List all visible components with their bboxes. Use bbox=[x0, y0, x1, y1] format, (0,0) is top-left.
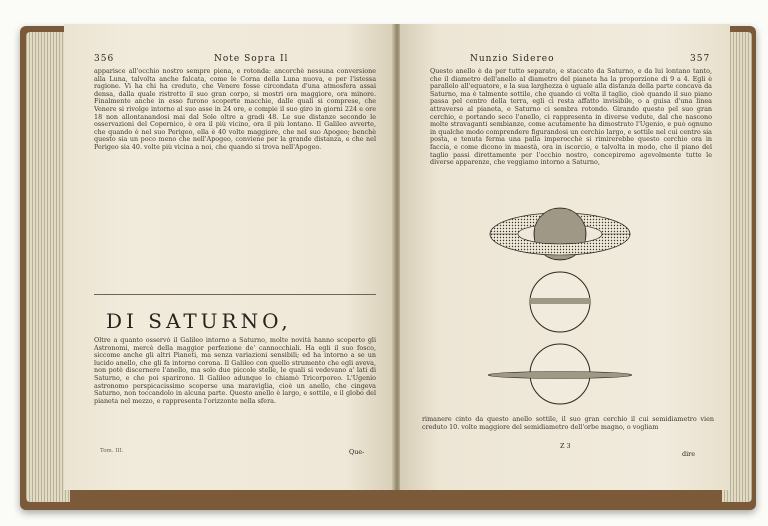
right-bottom-paragraph bbox=[422, 416, 714, 442]
left-bottom-text: Oltre a quanto osservò il Galileo intorno a Saturno, molte novità hanno scoperto gli Astronomi, mercè della maggior perfezione de' cannocchiali. Ha egli il suo fosco, siccome anche gli altri Pianeti, ma senza variazioni sensibili; ed ha intorno a se un lucido anello, che gli fa intorno corona. Il Galileo con quello strumento che egli aveva, non potè discernere l'anello, ma solo due piccole stelle, le quali si vedevano a' lati di Saturno, e che poi sparirono. Il Galileo adunque lo chiamò Tricorporeo. L'Ugenio astronomo perspicacissimo scoperse una maraviglia, cioè un anello, che cingeva Saturno, non toccandolo in alcuna parte. Questo anello è largo, e sottile, e il globo del pianeta nel mezzo, e rappresenta l'orizzonte nella sfera. bbox=[94, 337, 376, 405]
saturn-figures bbox=[460, 194, 660, 414]
saturn-engravings bbox=[460, 194, 660, 414]
right-signature-mark: Z 3 bbox=[560, 442, 571, 450]
right-page bbox=[400, 24, 730, 490]
left-bottom-paragraph bbox=[94, 337, 376, 449]
right-page-number: 357 bbox=[690, 54, 711, 64]
left-catchword: Que- bbox=[349, 448, 365, 456]
right-catchword: dire bbox=[682, 450, 695, 458]
right-bottom-text: rimanere cinto da questo anello sottile, il suo gran cerchio il cui semidiametro vien creduto 10. volte maggiore del semidiametro dell'orbe magno, o vogliam bbox=[422, 416, 714, 431]
right-running-head: Nunzio Sidereo bbox=[470, 54, 555, 64]
saturn-band-view bbox=[530, 272, 590, 332]
section-rule bbox=[94, 294, 376, 295]
left-page bbox=[64, 24, 394, 490]
left-signature-mark: Tom. III. bbox=[100, 448, 124, 454]
saturn-edge-on-ring bbox=[488, 344, 632, 404]
right-top-paragraph bbox=[430, 68, 712, 198]
left-top-text: apparisce all'occhio nostro sempre piena, e rotonda: ancorchè nessuna conversione alla Luna, talvolta anche falcata, come le Corna della Luna nuova, e per l'istessa ragione. Vi ha chi ha creduto, che Venere fosse circondata d'una atmosfera assai densa, dalla quale ristretto il suo gran corpo, si mostri ora maggiore, ora minore. Finalmente anche in esso furono scoperte macchie, dalle quali si comprese, che Venere si rivolge intorno al suo asse in 24 ore, e compie il suo giro in giorni 224 e ore 18 non allontanandosi mai dal Sole oltre a gradi 48. Le sue distanze secondo le osservazioni del Copernico, è ora il più vicino, ora il più lontano. Il Galileo avverte, che quando è nel suo Perigeo, ella è 40 volte maggiore, che nel suo Apogeo; benchè questo sia un poco meno che nell'Apogeo, conviene per la grande distanza, e che nel Perigeo sia 40. volte più vicina a noi, che quando si trova nell'Apogeo. bbox=[94, 68, 376, 151]
right-top-text: Questo anello è da per tutto separato, e staccato da Saturno, e da lui lontano tanto, che il diametro dell'anello al diametro del pianeta ha la proporzione di 9 a 4. Egli è parallelo all'equatore, e la sua larghezza è uguale alla distanza della parte concava da Saturno, ma è talmente sottile, che quando ci volta il taglio, cioè quando il suo piano passa pel centro della terra, egli ci resta affatto invisibile, o a guisa d'una linea attraverso al pianeta, e Saturno ci sembra rotondo. Girando questo pel suo gran cerchio, e portando seco l'anello, ci rappresenta in diverse vedute, dal che nascono molte stravaganti sembianze, come acutamente ha dimostrato l'Ugenio, e può ognuno in qualche modo comprendere figurandosi un cerchio largo, e sottile nel cui centro sia posta, e tenuta ferma una palla imperocchè si rimirerebbe questo cerchio ora in faccia, e come dicono in maestà, ora in iscorcio, e talvolta in modo, che il piano del taglio passi direttamente per l'occhio nostro, concepiremo agevolmente tutte le diverse apparenze, che veggiamo intorno a Saturno, bbox=[430, 68, 712, 167]
saturn-open-ring bbox=[490, 208, 630, 260]
chapter-title: DI SATURNO, bbox=[106, 309, 292, 333]
left-top-paragraph bbox=[94, 68, 376, 286]
left-running-head: Note Sopra Il bbox=[214, 54, 289, 64]
left-page-number: 356 bbox=[94, 54, 115, 64]
open-book bbox=[20, 18, 758, 512]
